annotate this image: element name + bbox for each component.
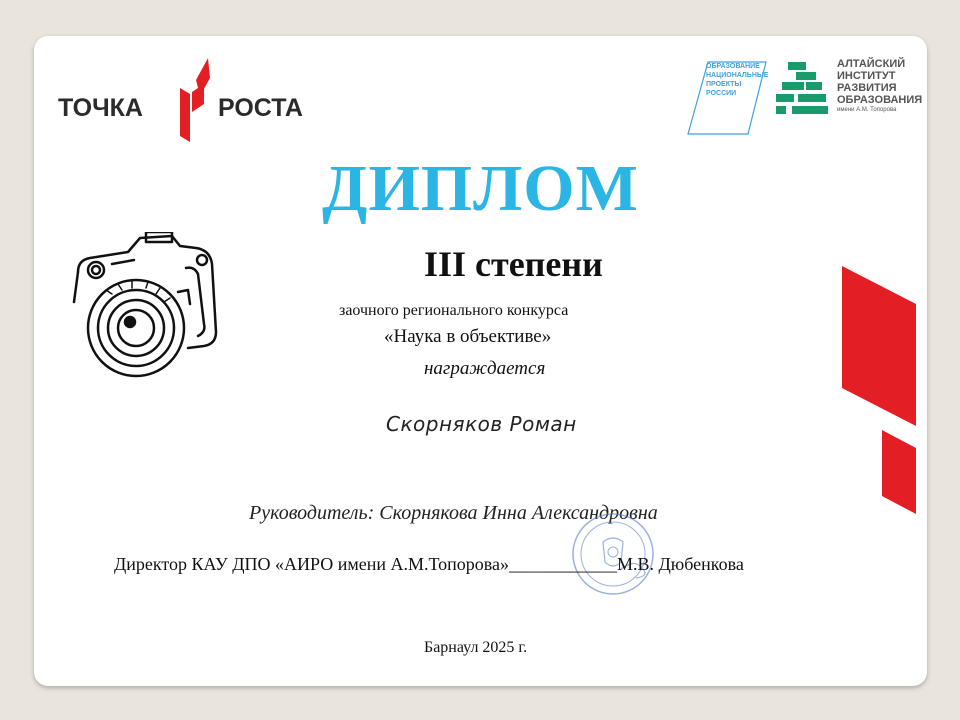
signature-line: ____________: [509, 554, 618, 574]
camera-icon: [68, 232, 220, 382]
awarded-label: награждается: [424, 358, 546, 379]
inst-line4: ОБРАЗОВАНИЯ: [837, 94, 923, 106]
national-projects-text: [706, 62, 768, 98]
np-line3: ПРОЕКТЫ: [706, 81, 742, 88]
red-decor-shapes-icon: [840, 266, 927, 536]
tochka-rosta-logo-icon: [170, 58, 220, 146]
director-name: М.В. Дюбенкова: [617, 554, 744, 574]
diploma-card: [34, 36, 927, 686]
logo-left-word: ТОЧКА: [58, 94, 143, 122]
diploma-degree: III степени: [424, 244, 603, 284]
np-line1: ОБРАЗОВАНИЕ: [706, 63, 760, 70]
leader-line: Руководитель: Скорнякова Инна Александровна: [249, 502, 658, 524]
contest-line1: заочного регионального конкурса: [339, 302, 569, 319]
inst-line1: АЛТАЙСКИЙ: [837, 58, 906, 70]
np-line2: НАЦИОНАЛЬНЫЕ: [706, 72, 769, 79]
contest-name: «Наука в объективе»: [384, 326, 552, 347]
director-line: [114, 554, 744, 575]
city-year: Барнаул 2025 г.: [424, 639, 528, 656]
inst-line2: ИНСТИТУТ: [837, 70, 896, 82]
inst-line5: имени А.М. Топорова: [837, 107, 897, 113]
diploma-title: ДИПЛОМ: [322, 152, 639, 225]
inst-line3: РАЗВИТИЯ: [837, 82, 897, 94]
institute-text: [837, 58, 922, 115]
np-line4: РОССИИ: [706, 90, 737, 97]
director-label: Директор КАУ ДПО «АИРО имени А.М.Топорова»: [114, 554, 510, 574]
logo-right-word: РОСТА: [218, 94, 303, 122]
recipient-name: Скорняков Роман: [386, 412, 577, 436]
institute-logo-icon: [774, 60, 832, 120]
